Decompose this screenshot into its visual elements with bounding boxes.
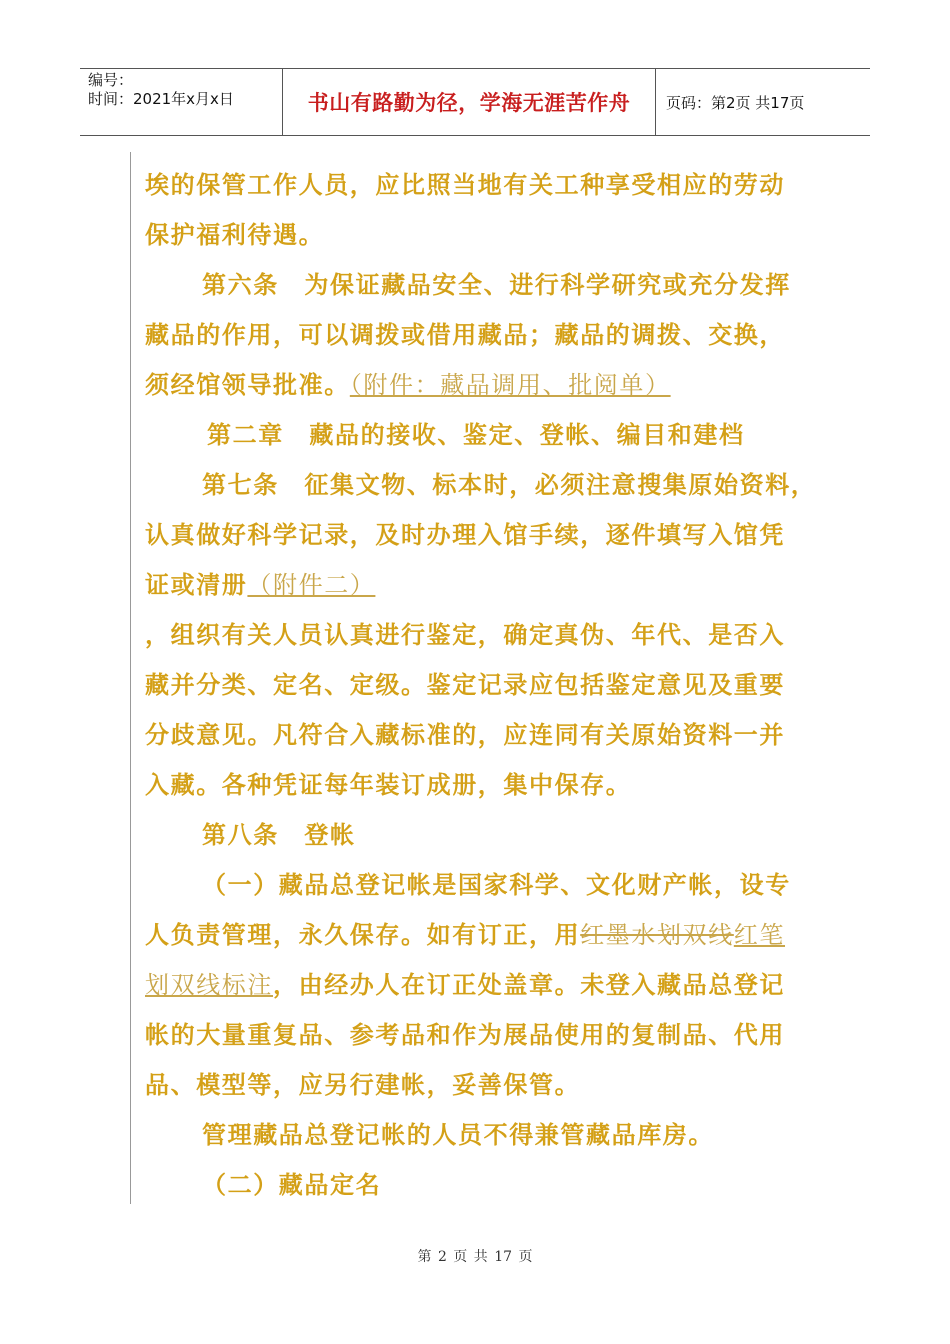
header-motto: 书山有路勤为径，学海无涯苦作舟 bbox=[282, 69, 656, 135]
page-footer: 第 2 页 共 17 页 bbox=[417, 1249, 533, 1265]
deleted-text: 红墨水划双线 bbox=[580, 921, 734, 949]
body-line: 埃的保管工作人员，应比照当地有关工种享受相应的劳动 bbox=[145, 171, 785, 199]
body-text: 证或清册 bbox=[145, 571, 248, 599]
inserted-text: 划双线标注 bbox=[145, 971, 273, 999]
clause-2: （二）藏品定名 bbox=[202, 1171, 382, 1199]
body-line: 品、模型等，应另行建帐，妥善保管。 bbox=[145, 1071, 581, 1099]
body-line: 帐的大量重复品、参考品和作为展品使用的复制品、代用 bbox=[145, 1021, 785, 1049]
body-line bbox=[145, 370, 671, 400]
revision-margin-line bbox=[130, 152, 131, 1204]
body-line: ，组织有关人员认真进行鉴定，确定真伪、年代、是否入 bbox=[145, 621, 785, 649]
header-page-info: 页码：第2页 共17页 bbox=[666, 93, 805, 112]
body-line: 保护福利待遇。 bbox=[145, 221, 325, 249]
body-text: ，由经办人在订正处盖章。未登入藏品总登记 bbox=[273, 971, 785, 999]
body-line: 藏并分类、定名、定级。鉴定记录应包括鉴定意见及重要 bbox=[145, 671, 785, 699]
body-line bbox=[145, 970, 785, 1000]
header-meta bbox=[80, 69, 282, 135]
inserted-text: （附件：藏品调用、批阅单） bbox=[349, 371, 671, 399]
inserted-text: 红笔 bbox=[733, 921, 786, 949]
body-line bbox=[145, 920, 785, 950]
body-line: 入藏。各种凭证每年装订成册，集中保存。 bbox=[145, 771, 632, 799]
body-line bbox=[145, 570, 375, 600]
clause-1: （一）藏品总登记帐是国家科学、文化财产帐，设专 bbox=[202, 871, 791, 899]
body-text: 须经馆领导批准。 bbox=[145, 371, 350, 399]
document-number: 编号： bbox=[88, 71, 134, 89]
article-6: 第六条 为保证藏品安全、进行科学研究或充分发挥 bbox=[202, 271, 791, 299]
body-line: 分歧意见。凡符合入藏标准的，应连同有关原始资料一并 bbox=[145, 721, 785, 749]
page-header bbox=[80, 68, 870, 136]
body-line: 藏品的作用，可以调拨或借用藏品；藏品的调拨、交换， bbox=[145, 321, 785, 349]
body-text: 人负责管理，永久保存。如有订正，用 bbox=[145, 921, 581, 949]
chapter-2-heading: 第二章 藏品的接收、鉴定、登帐、编目和建档 bbox=[207, 421, 745, 449]
article-8: 第八条 登帐 bbox=[202, 821, 356, 849]
document-date: 时间：2021年x月x日 bbox=[88, 90, 234, 108]
inserted-text: （附件二） bbox=[247, 571, 376, 599]
body-line: 认真做好科学记录，及时办理入馆手续，逐件填写入馆凭 bbox=[145, 521, 785, 549]
body-line: 管理藏品总登记帐的人员不得兼管藏品库房。 bbox=[202, 1121, 714, 1149]
article-7: 第七条 征集文物、标本时，必须注意搜集原始资料， bbox=[202, 471, 817, 499]
